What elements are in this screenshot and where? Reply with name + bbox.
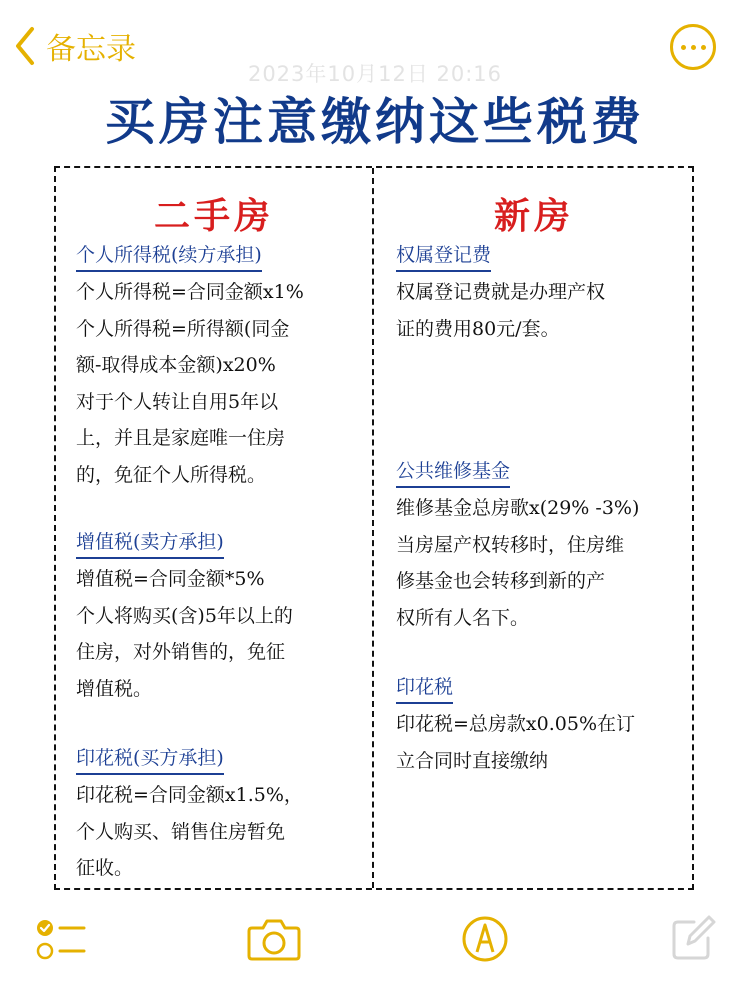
- note-timestamp: 2023年10月12日 20:16: [247, 62, 503, 86]
- section: [396, 457, 686, 636]
- more-dot: [691, 45, 696, 50]
- compose-button[interactable]: [670, 914, 716, 966]
- section-title: 印花税: [396, 673, 453, 704]
- more-dot: [701, 45, 706, 50]
- section-body: 权属登记费就是办理产权 证的费用80元/套。: [396, 281, 606, 340]
- more-dot: [681, 45, 686, 50]
- section-body: 增值税=合同金额*5% 个人将购买(含)5年以上的 住房，对外销售的，免征 增值税。: [76, 568, 293, 700]
- camera-icon: [246, 916, 302, 962]
- section-body: 个人所得税=合同金额x1% 个人所得税=所得额(同金 额-取得成本金额)x20% 对于个人转让自用5年以 上，并且是家庭唯一住房 的，免征个人所得税。: [76, 281, 304, 486]
- compose-icon: [670, 914, 716, 962]
- section-title: 印花税(买方承担): [76, 744, 224, 775]
- section: [396, 673, 686, 779]
- section-body: 印花税=总房款x0.05%在订 立合同时直接缴纳: [396, 713, 635, 772]
- column-heading: 二手房: [153, 195, 274, 237]
- note-title: 买房注意缴纳这些税费: [105, 92, 645, 151]
- column-heading: 新房: [493, 195, 574, 237]
- checklist-button[interactable]: [34, 916, 88, 966]
- section-body: 印花税=合同金额x1.5%， 个人购买、销售住房暂免 征收。: [76, 784, 303, 879]
- markup-icon: [460, 914, 510, 964]
- checklist-icon: [34, 916, 88, 962]
- section-body: 维修基金总房歌x(29% -3%) 当房屋产权转移时，住房维 修基金也会转移到新的产 权所有人名下。: [396, 497, 640, 629]
- section-title: 增值税(卖方承担): [76, 528, 224, 559]
- camera-button[interactable]: [246, 916, 302, 966]
- back-label: 备忘录: [46, 32, 136, 67]
- section-title: 公共维修基金: [396, 457, 510, 488]
- markup-button[interactable]: [460, 914, 510, 968]
- section: [396, 241, 686, 347]
- section-title: 个人所得税(续方承担): [76, 241, 262, 272]
- comparison-table: [54, 166, 694, 890]
- section-title: 权属登记费: [396, 241, 491, 272]
